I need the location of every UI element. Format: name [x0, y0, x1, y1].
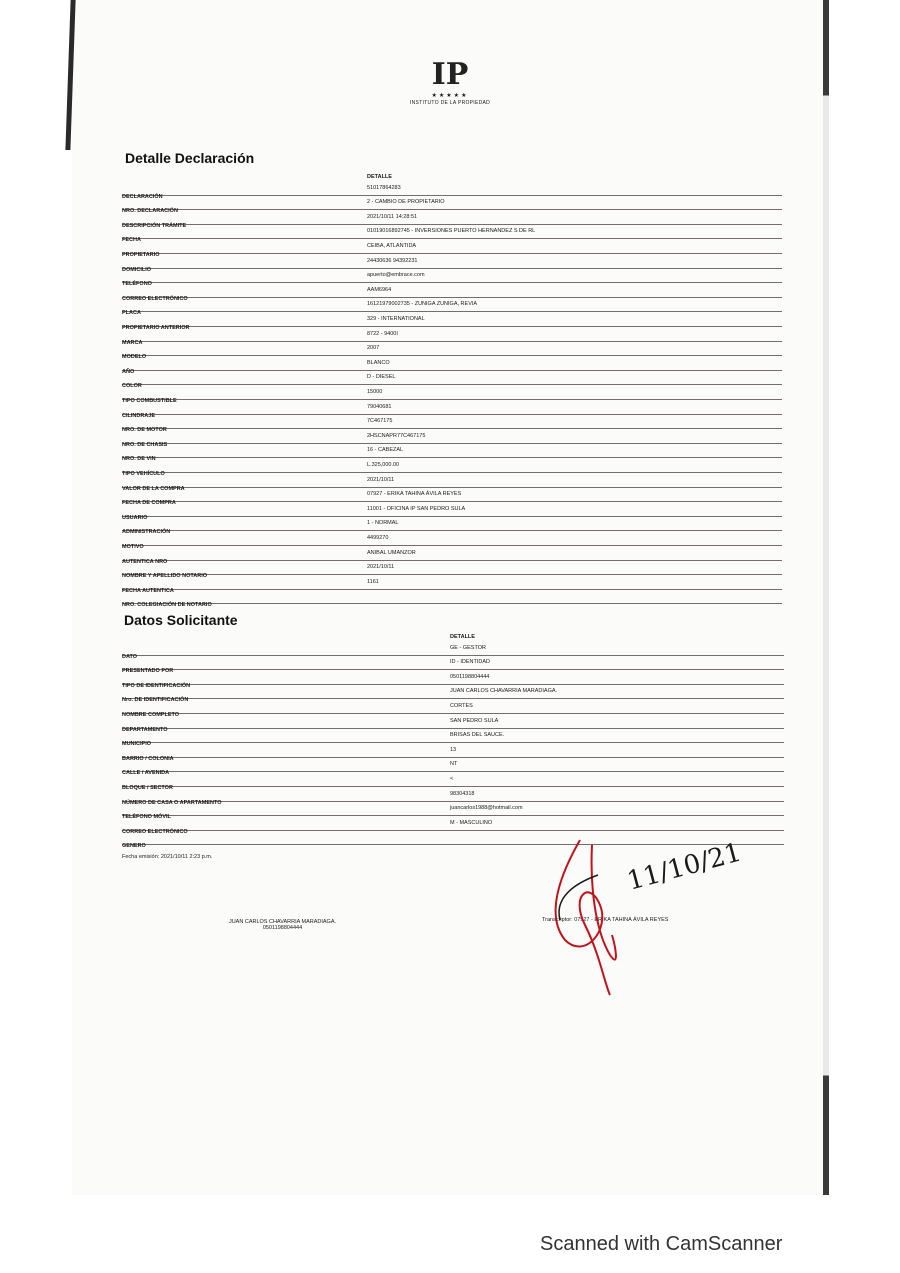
- row-label: CORREO ELECTRÓNICO: [122, 828, 188, 835]
- table-row: [122, 516, 782, 536]
- row-label: TIPO COMBUSTIBLE: [122, 397, 177, 404]
- logo-mark: IP: [431, 57, 469, 92]
- row-value: GE - GESTOR: [450, 644, 486, 651]
- fecha-emision: Fecha emisión: 2021/10/11 2:23 p.m.: [122, 854, 213, 860]
- table-row: [122, 238, 782, 258]
- table-row: [122, 669, 784, 689]
- row-value: 16121979002735 - ZUNIGA ZUNIGA, REVIA: [367, 301, 478, 308]
- row-label: Nro. DE IDENTIFICACIÓN: [122, 697, 189, 704]
- row-value: 4499270: [367, 534, 389, 541]
- row-label: FECHA DE COMPRA: [122, 500, 176, 507]
- row-value: 2021/10/11 14:28:51: [367, 213, 418, 220]
- row-value: <: [450, 775, 454, 782]
- row-label: PROPIETARIO ANTERIOR: [122, 324, 190, 331]
- row-label: TIPO DE IDENTIFICACIÓN: [122, 682, 191, 689]
- row-value: 2021/10/11: [367, 476, 395, 483]
- row-value: AAM6964: [367, 286, 392, 293]
- table-row: [122, 530, 782, 550]
- row-value: L.325,000.00: [367, 461, 400, 468]
- table-row: [122, 487, 782, 507]
- row-label: DOMICILIO: [122, 266, 152, 273]
- row-label: NRO. COLEGIACIÓN DE NOTARIO: [122, 602, 212, 609]
- table-row: [122, 757, 784, 777]
- table-row: [122, 414, 782, 434]
- row-value: JUAN CARLOS CHAVARRIA MARADIAGA.: [450, 688, 558, 695]
- row-label: BLOQUE / SECTOR: [122, 784, 173, 791]
- scan-edge-right: [823, 0, 829, 1195]
- table-row: [122, 457, 782, 477]
- row-value: 51017864283: [367, 184, 401, 191]
- table-row: [122, 443, 782, 463]
- table-row: [122, 698, 784, 718]
- row-label: TELÉFONO MÓVIL: [122, 814, 171, 821]
- row-label: CILINDRAJE: [122, 412, 156, 419]
- row-value: BLANCO: [367, 359, 390, 366]
- row-label: DEPARTAMENTO: [122, 726, 168, 733]
- table-row: [122, 253, 782, 273]
- row-value: BRISAS DEL SAUCE.: [450, 732, 505, 739]
- row-label: NRO. DE MOTOR: [122, 427, 167, 434]
- table-row: [122, 560, 782, 580]
- row-value: SAN PEDRO SULA: [450, 717, 499, 724]
- table-row: [122, 589, 782, 609]
- table-row: [122, 297, 782, 317]
- row-value: 2007: [367, 345, 380, 352]
- row-label: NRO. DE VIN: [122, 456, 156, 463]
- row-value: CEIBA, ATLANTIDA: [367, 242, 417, 249]
- table-row: [122, 742, 784, 762]
- table-row: [122, 268, 782, 288]
- row-label: NRO. DE CHASIS: [122, 441, 168, 448]
- row-label: GENERO: [122, 843, 146, 850]
- row-value: M - MASCULINO: [450, 819, 493, 826]
- row-value: 11001 - OFICINA IP SAN PEDRO SULA: [367, 505, 466, 512]
- row-label: TELÉFONO: [122, 281, 152, 288]
- table-row: [122, 771, 784, 791]
- row-value: 07927 - ERIKA TAHINA ÁVILA REYES: [367, 491, 462, 498]
- row-label: TIPO VEHÍCULO: [122, 470, 165, 477]
- row-label: CORREO ELECTRÓNICO: [122, 295, 188, 302]
- row-value: 2021/10/11: [367, 564, 395, 571]
- table-row: [122, 713, 784, 733]
- row-label: PROPIETARIO: [122, 251, 160, 258]
- row-value: 2HSCNAPR77C467175: [367, 432, 426, 439]
- logo-subtitle: INSTITUTO DE LA PROPIEDAD: [409, 100, 491, 106]
- row-label: FECHA AUTENTICA: [122, 587, 174, 594]
- table-row: [122, 282, 782, 302]
- row-value: ANIBAL UMANZOR: [367, 549, 416, 556]
- row-label: NOMBRE Y APELLIDO NOTARIO: [122, 573, 208, 580]
- row-label: DESCRIPCIÓN TRÁMITE: [122, 222, 187, 229]
- handwritten-signature: [540, 835, 745, 1005]
- scanner-footer: Scanned with CamScanner: [540, 1233, 783, 1255]
- row-label: PRESENTADO POR: [122, 668, 174, 675]
- row-label: MOTIVO: [122, 543, 144, 550]
- solicitante-column-header: DETALLE: [450, 634, 475, 640]
- table-row: [122, 472, 782, 492]
- table-row: [122, 224, 782, 244]
- signature-block-left: [215, 919, 350, 931]
- institution-logo: [400, 58, 500, 110]
- row-label: COLOR: [122, 383, 142, 390]
- row-value: 24430636 94392231: [367, 257, 418, 264]
- row-label: BARRIO / COLONIA: [122, 755, 174, 762]
- row-value: 15000: [367, 388, 383, 395]
- row-value: 1161: [367, 578, 379, 585]
- table-row: [122, 545, 782, 565]
- row-label: CALLE / AVENIDA: [122, 770, 170, 777]
- table-row: [122, 370, 782, 390]
- row-value: apuerto@embrace.com: [367, 272, 425, 279]
- table-row: [122, 209, 782, 229]
- transcriptor: Transcriptor: 07927 - ERIKA TAHINA ÁVILA REYES: [542, 917, 669, 923]
- row-label: USUARIO: [122, 514, 148, 521]
- row-label: AÑO: [122, 368, 135, 375]
- row-label: NRO. DECLARACIÓN: [122, 208, 178, 215]
- row-label: AUTENTICA NRO: [122, 558, 168, 565]
- row-label: NÚMERO DE CASA O APARTAMENTO: [122, 799, 222, 806]
- table-row: [122, 574, 782, 594]
- row-value: 2 - CAMBIO DE PROPIETARIO: [367, 199, 445, 206]
- declaracion-column-header: DETALLE: [367, 174, 392, 180]
- table-row: [122, 341, 782, 361]
- signature-date: 11/10/21: [624, 837, 745, 897]
- table-row: [122, 355, 782, 375]
- row-value: ID - IDENTIDAD: [450, 659, 491, 666]
- signatory-id: 0501198804444: [262, 925, 303, 931]
- table-row: [122, 428, 782, 448]
- row-label: MODELO: [122, 354, 147, 361]
- table-row: [122, 195, 782, 215]
- table-row: [122, 399, 782, 419]
- row-value: CORTES: [450, 702, 473, 709]
- row-label: MUNICIPIO: [122, 741, 152, 748]
- row-value: NT: [450, 761, 458, 768]
- table-row: [122, 655, 784, 675]
- table-row: [122, 501, 782, 521]
- row-label: FECHA: [122, 237, 141, 244]
- row-label: MARCA: [122, 339, 143, 346]
- row-value: 7C467175: [367, 418, 393, 425]
- row-label: VALOR DE LA COMPRA: [122, 485, 185, 492]
- row-value: 01019016892745 - INVERSIONES PUERTO HERNANDEZ S DE RL: [367, 228, 536, 235]
- row-value: juancarlos1988@hotmail.com: [450, 805, 523, 812]
- row-value: D - DIESEL: [367, 374, 396, 381]
- table-row: [122, 801, 784, 821]
- logo-stars: ★★★★★: [431, 93, 469, 99]
- table-row: [122, 311, 782, 331]
- row-value: 0501198804444: [450, 673, 490, 680]
- row-label: NOMBRE COMPLETO: [122, 711, 180, 718]
- row-label: DECLARACIÓN: [122, 193, 163, 200]
- row-value: 329 - INTERNATIONAL: [367, 315, 425, 322]
- row-label: PLACA: [122, 310, 141, 317]
- row-value: 13: [450, 746, 457, 753]
- row-value: 16 - CABEZAL: [367, 447, 404, 454]
- signatory-name: JUAN CARLOS CHAVARRIA MARADIAGA.: [228, 919, 337, 925]
- row-value: 79040681: [367, 403, 392, 410]
- row-value: 1 - NORMAL: [367, 520, 399, 527]
- solicitante-title: Datos Solicitante: [124, 612, 238, 628]
- row-value: 8722 - 9400I: [367, 330, 398, 337]
- row-label: ADMINISTRACIÓN: [122, 529, 171, 536]
- row-label: DATO: [122, 653, 138, 660]
- row-value: 98304318: [450, 790, 475, 797]
- table-row: [122, 815, 784, 835]
- table-row: [122, 180, 782, 200]
- table-row: [122, 786, 784, 806]
- declaracion-title: Detalle Declaración: [125, 150, 255, 166]
- table-row: [122, 640, 784, 660]
- table-row: [122, 728, 784, 748]
- table-row: [122, 384, 782, 404]
- table-row: [122, 684, 784, 704]
- table-row: [122, 326, 782, 346]
